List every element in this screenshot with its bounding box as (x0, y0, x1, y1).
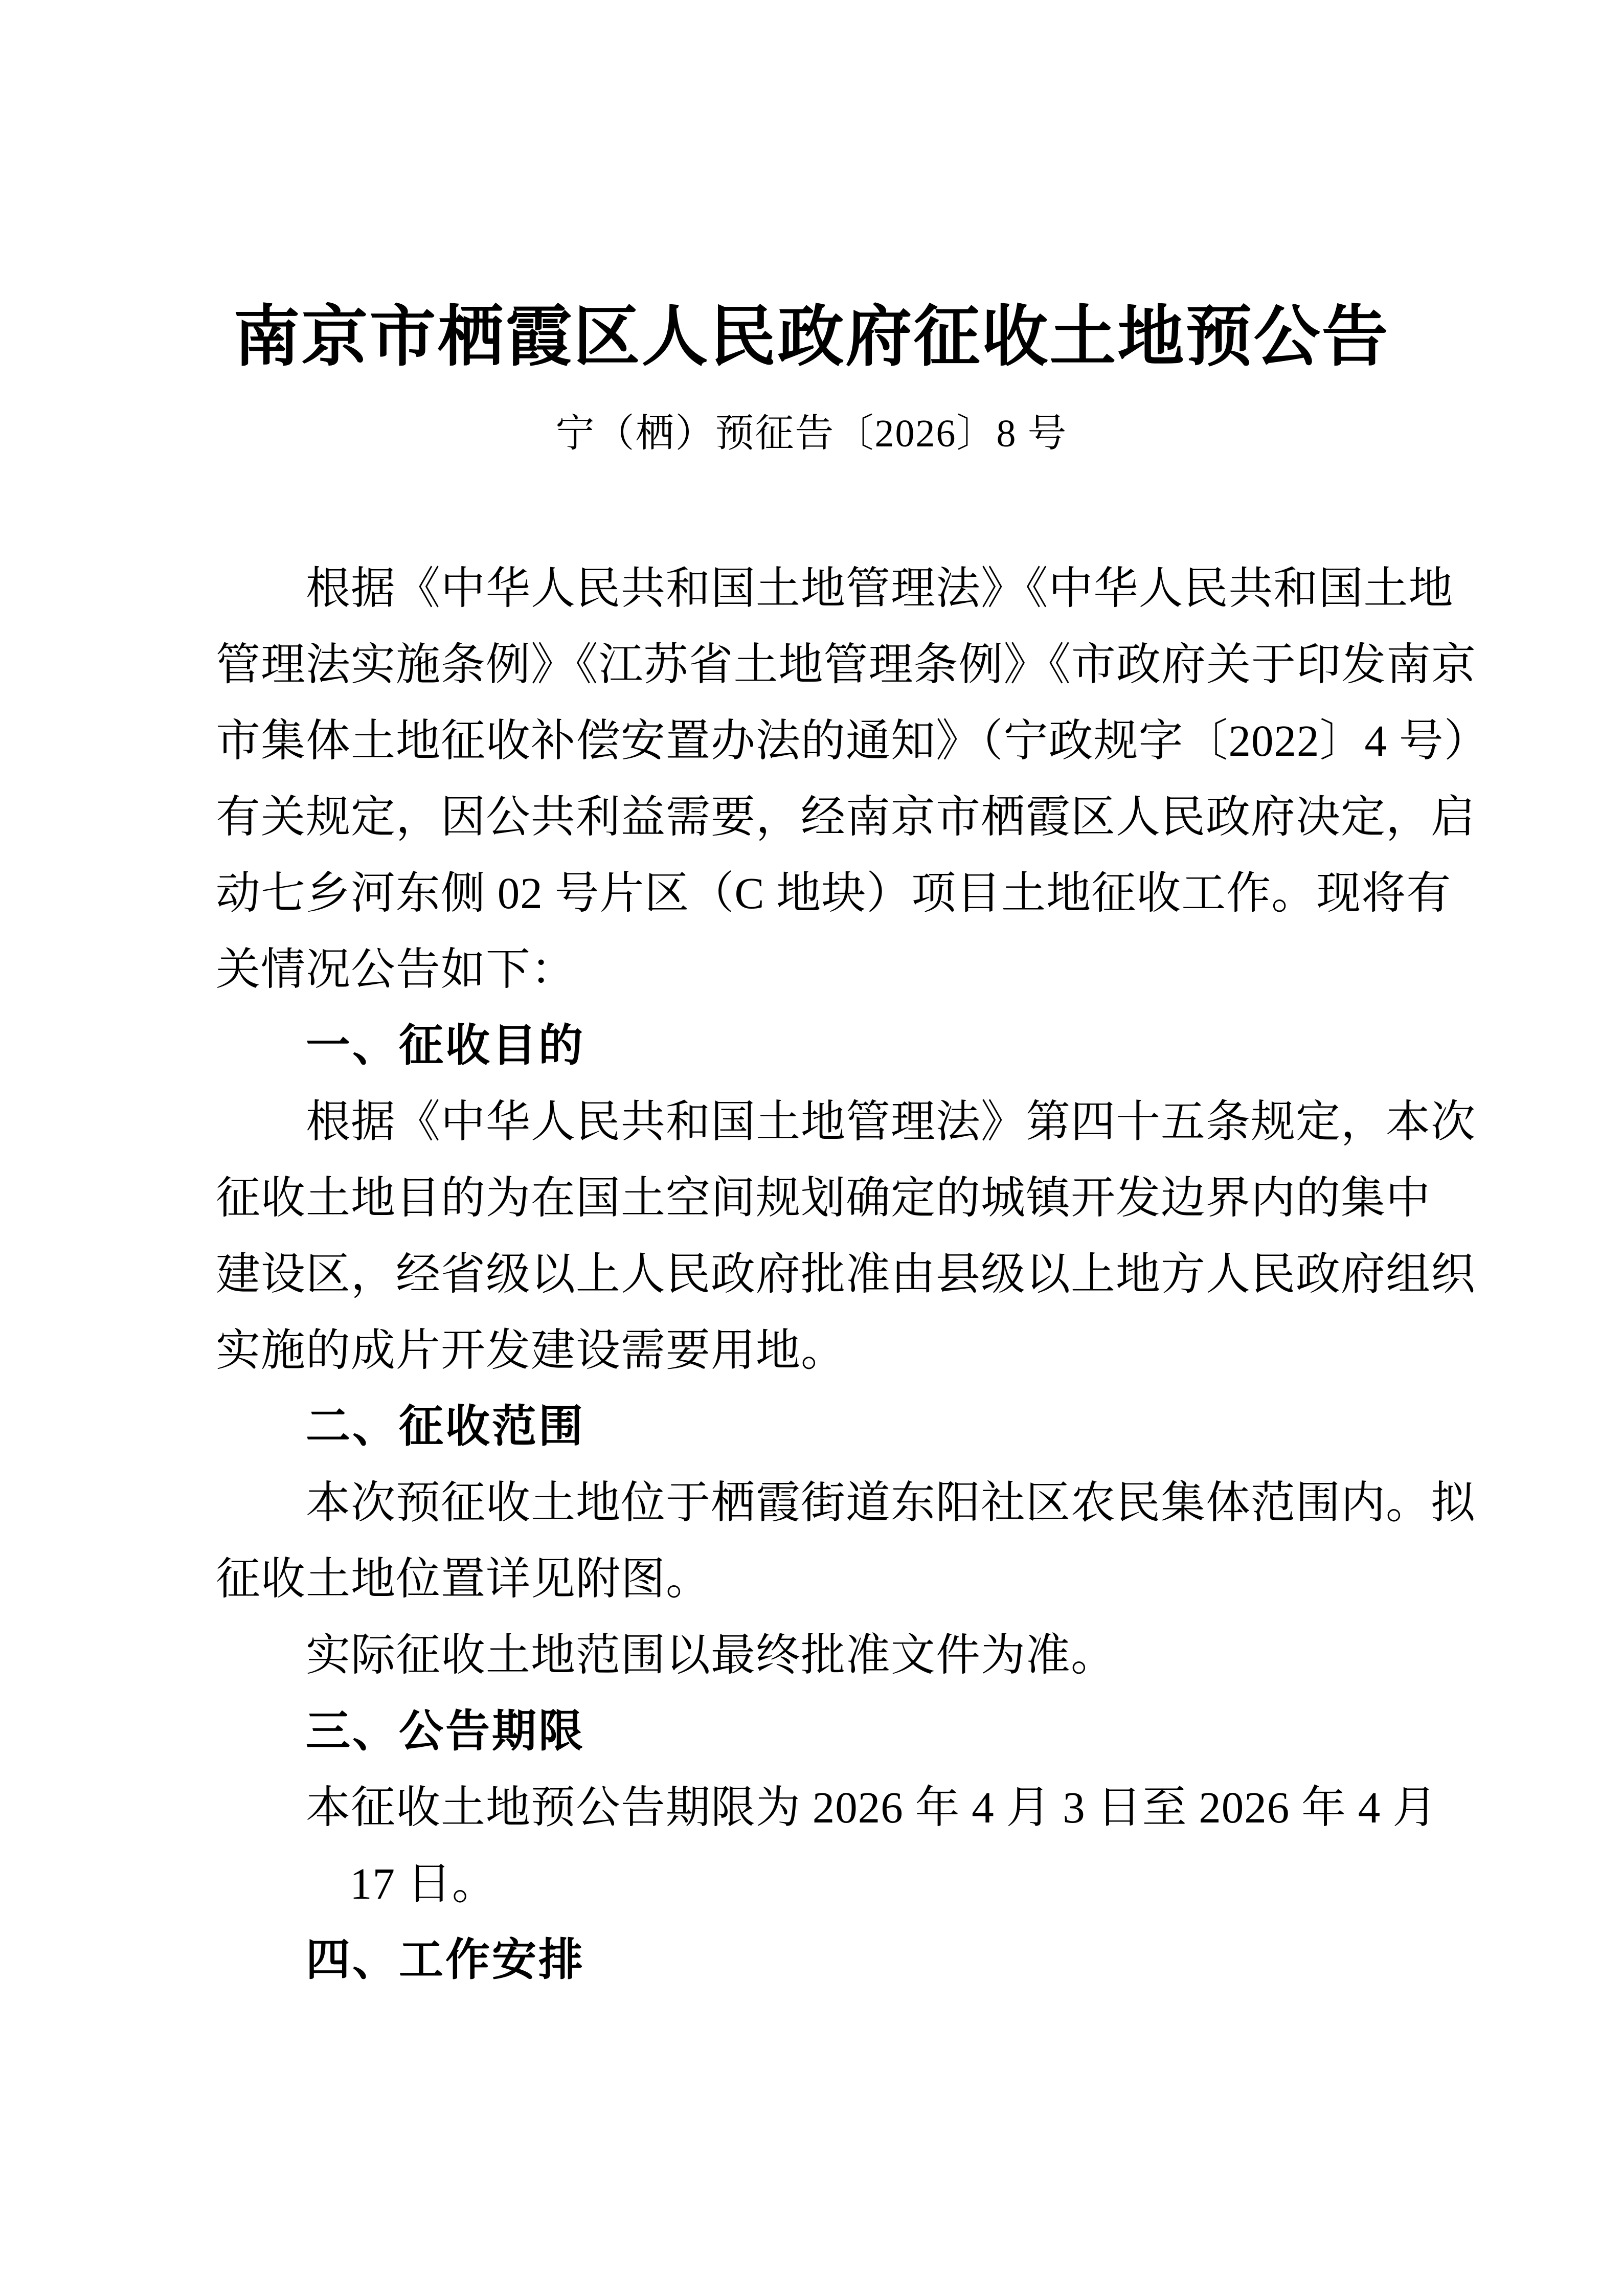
text-line: 建设区，经省级以上人民政府批准由县级以上地方人民政府组织 (216, 1249, 1476, 1299)
section-heading: 一、征收目的 (306, 1021, 585, 1070)
text-line: 征收土地位置详见附图。 (216, 1554, 711, 1604)
text-line: 动七乡河东侧 02 号片区（C 地块）项目土地征收工作。现将有 (216, 868, 1452, 918)
text-line: 管理法实施条例》《江苏省土地管理条例》《市政府关于印发南京 (216, 640, 1476, 689)
section-heading: 四、工作安排 (306, 1935, 585, 1985)
document-body (0, 550, 1623, 1998)
text-line: 17 日。 (350, 1859, 497, 1908)
text-line: 关情况公告如下： (216, 944, 576, 994)
text-line: 本次预征收土地位于栖霞街道东阳社区农民集体范围内。拟 (306, 1478, 1476, 1527)
document-title: 南京市栖霞区人民政府征收土地预公告 (233, 301, 1390, 374)
text-line: 实施的成片开发建设需要用地。 (216, 1325, 846, 1375)
document-number: 宁（栖）预征告〔2026〕8 号 (555, 412, 1068, 455)
text-line: 根据《中华人民共和国土地管理法》第四十五条规定，本次 (306, 1097, 1476, 1146)
text-line: 实际征收土地范围以最终批准文件为准。 (306, 1630, 1116, 1680)
text-line: 根据《中华人民共和国土地管理法》《中华人民共和国土地 (306, 564, 1454, 613)
text-line: 本征收土地预公告期限为 2026 年 4 月 3 日至 2026 年 4 月 (306, 1783, 1437, 1832)
text-line: 征收土地目的为在国土空间规划确定的城镇开发边界内的集中 (216, 1173, 1431, 1223)
text-line: 市集体土地征收补偿安置办法的通知》（宁政规字〔2022〕4 号） (216, 716, 1489, 766)
text-line: 有关规定，因公共利益需要，经南京市栖霞区人民政府决定，启 (216, 792, 1476, 842)
section-heading: 三、公告期限 (306, 1706, 585, 1756)
section-heading: 二、征收范围 (306, 1402, 585, 1451)
